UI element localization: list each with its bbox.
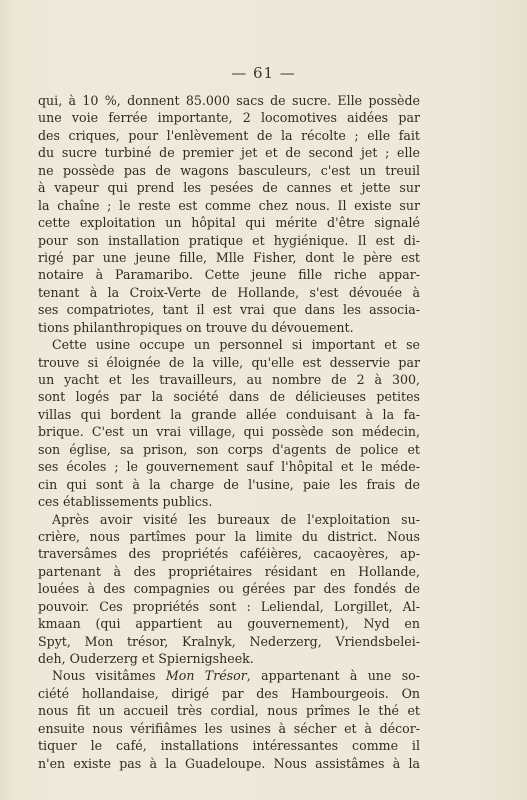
body-text	[38, 92, 420, 772]
text-line: une voie ferrée importante, 2 locomotives aidées par	[38, 110, 420, 126]
text-line: trouve si éloignée de la ville, qu'elle est desservie par	[38, 354, 420, 370]
text-line: la chaîne ; le reste est comme chez nous. Il existe sur	[38, 197, 420, 213]
text-line: brique. C'est un vrai village, qui possède son médecin,	[38, 424, 420, 440]
text-line: notaire à Paramaribo. Cette jeune fille riche appar-	[38, 267, 420, 283]
text-line: sont logés par la société dans de délicieuses petites	[38, 389, 420, 405]
text-line: pouvoir. Ces propriétés sont : Leliendal, Lorgillet, Al-	[38, 598, 420, 614]
page-number: — 61 —	[231, 64, 296, 82]
text-line: kmaan (qui appartient au gouvernement), Nyd en	[38, 616, 420, 632]
text-segment: , appartenant à une so-	[246, 668, 420, 684]
text-line: cin qui sont à la charge de l'usine, paie les frais de	[38, 476, 420, 492]
text-line: ciété hollandaise, dirigé par des Hambourgeois. On	[38, 685, 420, 701]
text-line: pour son installation pratique et hygiénique. Il est di-	[38, 232, 420, 248]
text-line: du sucre turbiné de premier jet et de second jet ; elle	[38, 145, 420, 161]
text-line: louées à des compagnies ou gérées par des fondés de	[38, 581, 420, 597]
text-line: traversâmes des propriétés caféières, cacaoyères, ap-	[38, 546, 420, 562]
italic-property-name: Mon Trésor	[165, 668, 247, 684]
text-line: qui, à 10 %, donnent 85.000 sacs de sucre. Elle possède	[38, 93, 420, 108]
text-line: ces établissements publics.	[38, 494, 213, 510]
text-line: tions philanthropiques on trouve du dévouement.	[38, 319, 354, 335]
text-line: à vapeur qui prend les pesées de cannes et jette sur	[38, 180, 420, 196]
text-line: nous fit un accueil très cordial, nous prîmes le thé et	[38, 703, 420, 719]
text-line: partenant à des propriétaires résidant en Hollande,	[38, 563, 420, 579]
text-line: ses compatriotes, tant il est vrai que dans les associa-	[38, 302, 420, 318]
text-line: tiquer le café, installations intéressantes comme il	[38, 738, 420, 754]
text-line: n'en existe pas à la Guadeloupe. Nous assistâmes à la	[38, 755, 420, 771]
text-line: rigé par une jeune fille, Mlle Fisher, dont le père est	[38, 249, 420, 265]
text-line: crière, nous partîmes pour la limite du district. Nous	[38, 528, 420, 544]
text-line: Après avoir visité les bureaux de l'exploitation su-	[52, 511, 420, 527]
text-line: ne possède pas de wagons basculeurs, c'est un treuil	[38, 162, 420, 178]
text-line: ses écoles ; le gouvernement sauf l'hôpital et le méde-	[38, 459, 420, 475]
text-line: des criques, pour l'enlèvement de la récolte ; elle fait	[38, 127, 420, 143]
text-line: villas qui bordent la grande allée conduisant à la fa-	[38, 406, 420, 422]
text-line: ensuite nous vérifiâmes les usines à sécher et à décor-	[38, 720, 420, 736]
text-line: tenant à la Croix-Verte de Hollande, s'est dévouée à	[38, 284, 420, 300]
text-segment: Nous visitâmes	[52, 668, 166, 684]
text-line: son église, sa prison, son corps d'agents de police et	[38, 441, 420, 457]
text-line: Spyt, Mon trésor, Kralnyk, Nederzerg, Vriendsbelei-	[38, 633, 420, 649]
text-line: un yacht et les travailleurs, au nombre de 2 à 300,	[38, 372, 420, 387]
text-line	[38, 667, 420, 684]
text-line: Cette usine occupe un personnel si important et se	[52, 337, 420, 353]
text-line: cette exploitation un hôpital qui mérite d'être signalé	[38, 215, 420, 231]
text-line: deh, Ouderzerg et Spiernigsheek.	[38, 651, 254, 666]
